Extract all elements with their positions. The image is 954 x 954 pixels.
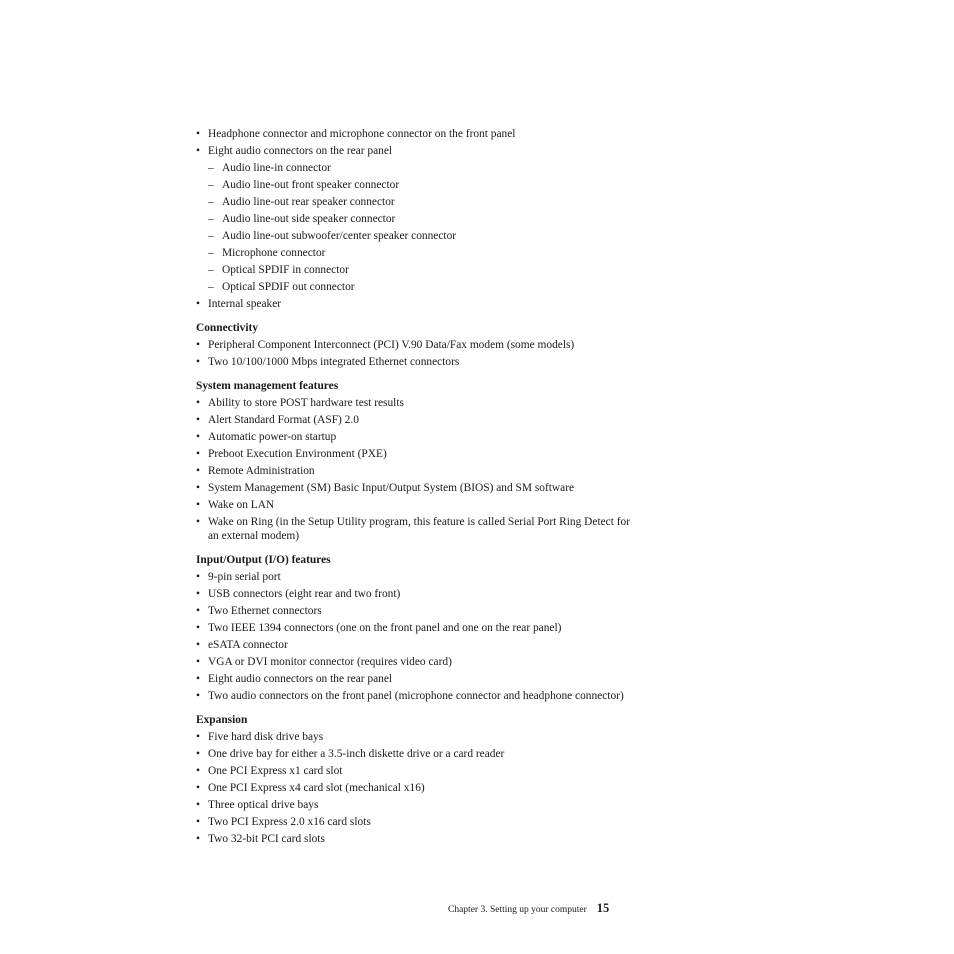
list-item-text: Headphone connector and microphone connector on the front panel — [208, 128, 516, 140]
list-item — [196, 689, 636, 703]
list-item — [196, 655, 636, 669]
bullet-marker: • — [196, 588, 200, 600]
list-item-text: Internal speaker — [208, 298, 282, 310]
footer-chapter-title: Chapter 3. Setting up your computer — [448, 905, 587, 915]
list-item — [196, 638, 636, 652]
sub-list-item — [208, 280, 636, 294]
dash-marker: – — [208, 281, 214, 293]
list-item-text: One PCI Express x4 card slot (mechanical x16) — [208, 782, 425, 794]
list-item — [196, 396, 636, 410]
page-number: 15 — [596, 901, 610, 915]
bullet-marker: • — [196, 465, 200, 477]
list-item-text: One drive bay for either a 3.5-inch diskette drive or a card reader — [208, 748, 505, 760]
bullet-marker: • — [196, 748, 200, 760]
bullet-marker: • — [196, 482, 200, 494]
list-item — [196, 798, 636, 812]
list-item — [196, 338, 636, 352]
dash-marker: – — [208, 213, 214, 225]
list-item — [196, 570, 636, 584]
sub-list-item-text: Audio line-out subwoofer/center speaker connector — [222, 230, 457, 242]
list-item-text: Two 10/100/1000 Mbps integrated Ethernet connectors — [208, 356, 460, 368]
section-heading-expansion: Expansion — [196, 714, 248, 726]
list-item-text: 9-pin serial port — [208, 571, 281, 583]
bullet-marker: • — [196, 816, 200, 828]
list-item — [196, 515, 636, 543]
sub-list-item — [208, 195, 636, 209]
expansion-list — [196, 730, 636, 846]
list-item — [196, 832, 636, 846]
list-item-text: One PCI Express x1 card slot — [208, 765, 343, 777]
bullet-marker: • — [196, 499, 200, 511]
list-item-text: Two PCI Express 2.0 x16 card slots — [208, 816, 371, 828]
list-item — [196, 815, 636, 829]
list-item-text: Two audio connectors on the front panel (microphone connector and headphone connector) — [208, 690, 624, 702]
sub-list-item-text: Microphone connector — [222, 247, 326, 259]
bullet-marker: • — [196, 605, 200, 617]
dash-marker: – — [208, 230, 214, 242]
list-item-text: Alert Standard Format (ASF) 2.0 — [208, 414, 359, 426]
section-heading-connectivity: Connectivity — [196, 322, 259, 334]
list-item — [196, 355, 636, 369]
connectivity-list — [196, 338, 636, 369]
sub-list-item-text: Audio line-out side speaker connector — [222, 213, 396, 225]
list-item-text: System Management (SM) Basic Input/Output System (BIOS) and SM software — [208, 482, 575, 494]
bullet-marker: • — [196, 448, 200, 460]
bullet-marker: • — [196, 339, 200, 351]
bullet-marker: • — [196, 639, 200, 651]
sub-list-item — [208, 263, 636, 277]
sub-list-item-text: Audio line-out rear speaker connector — [222, 196, 395, 208]
bullet-marker: • — [196, 571, 200, 583]
list-item — [196, 144, 636, 294]
list-item — [196, 430, 636, 444]
section-heading-io-features: Input/Output (I/O) features — [196, 554, 331, 566]
list-item-text: Preboot Execution Environment (PXE) — [208, 448, 387, 460]
bullet-marker: • — [196, 833, 200, 845]
dash-marker: – — [208, 247, 214, 259]
list-item-text: Two IEEE 1394 connectors (one on the front panel and one on the rear panel) — [208, 622, 562, 634]
list-item-text: Automatic power-on startup — [208, 431, 337, 443]
list-item — [196, 498, 636, 512]
list-item — [196, 413, 636, 427]
list-item — [196, 781, 636, 795]
sub-list-item-text: Audio line-in connector — [222, 162, 331, 174]
list-item-text: VGA or DVI monitor connector (requires video card) — [208, 656, 452, 668]
bullet-marker: • — [196, 397, 200, 409]
list-item-text: Eight audio connectors on the rear panel — [208, 673, 393, 685]
list-item-text: Remote Administration — [208, 465, 315, 477]
list-item-text: USB connectors (eight rear and two front) — [208, 588, 401, 600]
sub-list-item-text: Optical SPDIF out connector — [222, 281, 355, 293]
bullet-marker: • — [196, 782, 200, 794]
bullet-marker: • — [196, 731, 200, 743]
bullet-marker: • — [196, 356, 200, 368]
bullet-marker: • — [196, 516, 200, 528]
list-item — [196, 747, 636, 761]
list-item-text: Wake on Ring (in the Setup Utility program, this feature is called Serial Port Ring Detect for an external modem) — [208, 516, 631, 542]
list-item — [196, 604, 636, 618]
bullet-marker: • — [196, 673, 200, 685]
audio-list — [196, 127, 636, 311]
page-content — [196, 127, 636, 849]
bullet-marker: • — [196, 622, 200, 634]
list-item-text: Five hard disk drive bays — [208, 731, 324, 743]
rear-panel-connector-list — [208, 161, 636, 294]
list-item — [196, 447, 636, 461]
sub-list-item — [208, 246, 636, 260]
list-item — [196, 481, 636, 495]
bullet-marker: • — [196, 656, 200, 668]
sub-list-item-text: Audio line-out front speaker connector — [222, 179, 400, 191]
bullet-marker: • — [196, 765, 200, 777]
list-item — [196, 587, 636, 601]
list-item-text: Wake on LAN — [208, 499, 275, 511]
sub-list-item — [208, 161, 636, 175]
list-item — [196, 127, 636, 141]
system-management-list — [196, 396, 636, 543]
list-item — [196, 764, 636, 778]
list-item-text: Two 32-bit PCI card slots — [208, 833, 325, 845]
list-item-text: eSATA connector — [208, 639, 288, 651]
dash-marker: – — [208, 179, 214, 191]
sub-list-item — [208, 178, 636, 192]
dash-marker: – — [208, 196, 214, 208]
io-features-list — [196, 570, 636, 703]
bullet-marker: • — [196, 414, 200, 426]
list-item-text: Eight audio connectors on the rear panel — [208, 145, 393, 157]
sub-list-item-text: Optical SPDIF in connector — [222, 264, 349, 276]
bullet-marker: • — [196, 145, 200, 157]
list-item-text: Ability to store POST hardware test results — [208, 397, 404, 409]
bullet-marker: • — [196, 298, 200, 310]
dash-marker: – — [208, 162, 214, 174]
list-item — [196, 672, 636, 686]
list-item — [196, 730, 636, 744]
bullet-marker: • — [196, 431, 200, 443]
sub-list-item — [208, 229, 636, 243]
list-item-text: Three optical drive bays — [208, 799, 319, 811]
section-heading-system-management: System management features — [196, 380, 339, 392]
list-item — [196, 621, 636, 635]
page-footer — [448, 900, 626, 918]
bullet-marker: • — [196, 128, 200, 140]
list-item-text: Peripheral Component Interconnect (PCI) V.90 Data/Fax modem (some models) — [208, 339, 575, 351]
dash-marker: – — [208, 264, 214, 276]
sub-list-item — [208, 212, 636, 226]
list-item — [196, 297, 636, 311]
bullet-marker: • — [196, 799, 200, 811]
list-item-text: Two Ethernet connectors — [208, 605, 322, 617]
list-item — [196, 464, 636, 478]
bullet-marker: • — [196, 690, 200, 702]
